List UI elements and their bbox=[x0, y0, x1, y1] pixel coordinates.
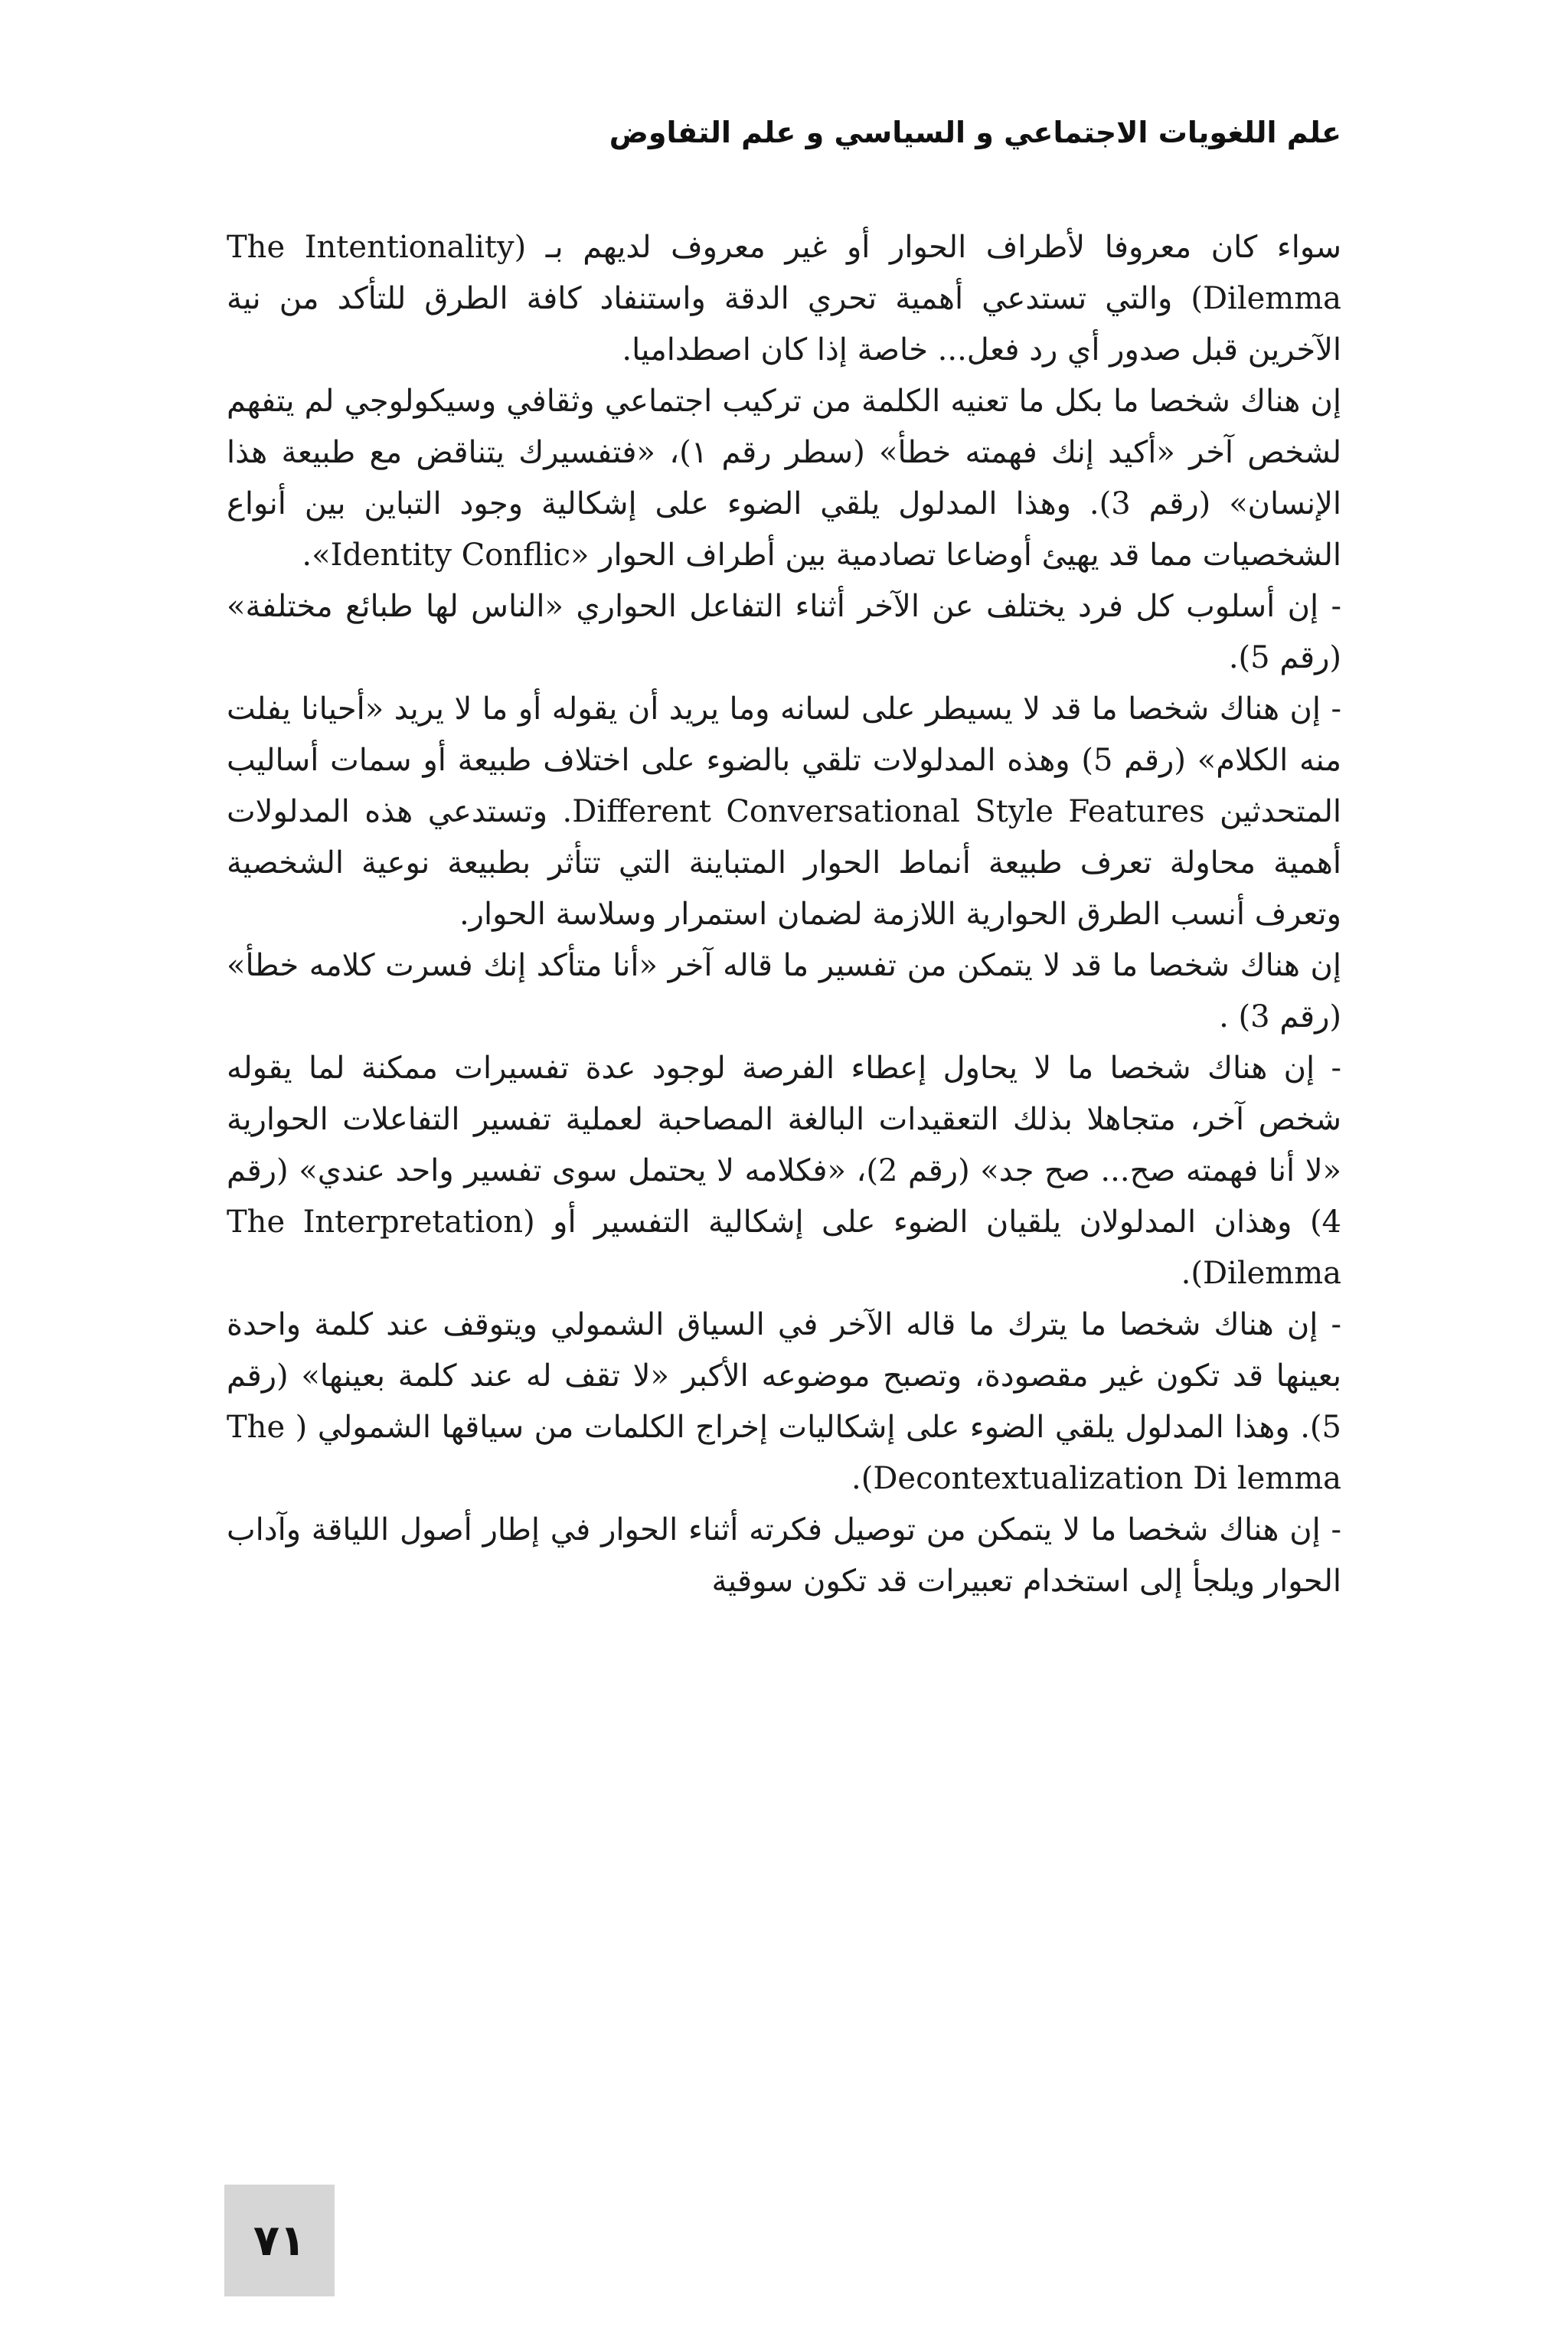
paragraph: - إن هناك شخصا ما لا يتمكن من توصيل فكرته أثناء الحوار في إطار أصول اللياقة وآداب الحوار ويلجأ إلى استخدام تعبيرات قد تكون سوقية bbox=[227, 1512, 1341, 1599]
paragraph: إن هناك شخصا ما بكل ما تعنيه الكلمة من تركيب اجتماعي وثقافي وسيكولوجي لم يتفهم لشخص آخر «أكيد إنك فهمته خطأ» (سطر رقم ١)، «فتفسيرك يتناقض مع طبيعة هذا الإنسان» (رقم 3). وهذا المدلول يلقي الضوء على إشكالية وجود التباين بين أنواع الشخصيات مما قد يهيئ أوضاعا تصادمية بين أطراف الحوار «Identity Conflic». bbox=[227, 384, 1342, 573]
paragraph: سواء كان معروفا لأطراف الحوار أو غير معروف لديهم بـ (The Intentionality Dilemma) والتي تستدعي أهمية تحري الدقة واستنفاد كافة الطرق للتأكد من نية الآخرين قبل صدور أي رد فعل... خاصة إذا كان اصطداميا. bbox=[227, 230, 1341, 368]
paragraph: - إن هناك شخصا ما لا يحاول إعطاء الفرصة لوجود عدة تفسيرات ممكنة لما يقوله شخص آخر، متجاهلا بذلك التعقيدات البالغة المصاحبة لعملية تفسير التفاعلات الحوارية «لا أنا فهمته صح... صح جد» (رقم 2)، «فكلامه لا يحتمل سوى تفسير واحد عندي» (رقم 4) وهذان المدلولان يلقيان الضوء على إشكالية التفسير أو (The Interpretation Dilemma). bbox=[227, 1051, 1341, 1291]
page-number: ٧١ bbox=[253, 2215, 306, 2266]
paragraph: - إن هناك شخصا ما يترك ما قاله الآخر في السياق الشمولي ويتوقف عند كلمة واحدة بعينها قد تكون غير مقصودة، وتصبح موضوعه الأكبر «لا تقف له عند كلمة بعينها» (رقم 5). وهذا المدلول يلقي الضوء على إشكاليات إخراج الكلمات من سياقها الشمولي ( The Decontextualization Di lemma). bbox=[227, 1307, 1341, 1496]
body-text bbox=[227, 222, 1341, 1607]
page-number-box bbox=[224, 2185, 335, 2296]
running-header: علم اللغويات الاجتماعي و السياسي و علم التفاوض bbox=[609, 116, 1341, 149]
paragraph: - إن هناك شخصا ما قد لا يسيطر على لسانه وما يريد أن يقوله أو ما لا يريد «أحيانا يفلت منه الكلام» (رقم 5) وهذه المدلولات تلقي بالضوء على اختلاف طبيعة أو سمات أساليب المتحدثين Different Conversational Style Features. وتستدعي هذه المدلولات أهمية محاولة تعرف طبيعة أنماط الحوار المتباينة التي تتأثر بطبيعة نوعية الشخصية وتعرف أنسب الطرق الحوارية اللازمة لضمان استمرار وسلاسة الحوار. bbox=[227, 691, 1341, 932]
paragraph: - إن أسلوب كل فرد يختلف عن الآخر أثناء التفاعل الحواري «الناس لها طبائع مختلفة» (رقم 5). bbox=[227, 589, 1341, 675]
paragraph: إن هناك شخصا ما قد لا يتمكن من تفسير ما قاله آخر «أنا متأكد إنك فسرت كلامه خطأ» (رقم 3) . bbox=[227, 948, 1341, 1034]
